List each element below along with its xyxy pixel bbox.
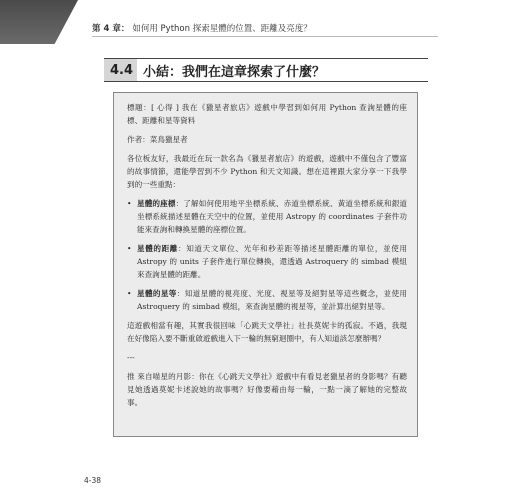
post-title: 標題：[ 心得 ] 我在《獵星者旅店》遊戲中學習到如何用 Python 查詢星體的座標、距離和星等資料 (127, 103, 407, 125)
post-separator: --- (127, 353, 135, 362)
corner-tab (0, 0, 78, 44)
list-item (127, 287, 407, 313)
running-header (92, 22, 312, 34)
reply-comment: 推 來自喵星的月影：你在《心跳天文學社》遊戲中有看見老獵星者的身影嗎？有聽見她透過莫妮卡述說她的故事嗎？好像要藉由每一輪，一點一滴了解她的完整故事。 (127, 372, 407, 407)
post-author: 作者：菜鳥獵星者 (127, 135, 188, 144)
forum-post-box (113, 92, 418, 437)
post-closing: 這遊戲相當有趣，其實我很回味「心跳天文學社」社長莫妮卡的孤寂。不過，我現在好像陷入要不斷重啟遊戲進入下一輪的無窮迴圈中，有人知道該怎麼辦嗎？ (127, 321, 407, 343)
post-intro: 各位板友好，我最近在玩一款名為《獵星者旅店》的遊戲，遊戲中不僅包含了豐富的故事情節，還能學習到不少 Python 和天文知識。想在這裡跟大家分享一下我學到的一些重點： (127, 154, 407, 189)
item-text: ：知道星體的視亮度、光度、視星等及絕對星等這些概念，並使用 Astroquery 的 simbad 模組，來查詢星體的視星等，並計算出絕對星等。 (137, 289, 408, 311)
item-term: 星體的星等 (137, 289, 177, 298)
section-number: 4.4 (104, 59, 137, 81)
bullet-icon: • (127, 199, 132, 208)
item-term: 星體的座標 (137, 199, 176, 208)
page-number: 4-38 (84, 476, 102, 485)
section-title: 小結：我們在這章探索了什麼？ (143, 64, 326, 80)
chapter-label: 第 4 章： (92, 24, 130, 34)
item-text: ：了解如何使用地平坐標系統、赤道坐標系統、黃道坐標系統和銀道坐標系統描述星體在天空中的位置，並使用 Astropy 的 coordinates 子套件功能來查詢和轉換星體的座標位置。 (137, 199, 408, 234)
list-item (127, 242, 407, 281)
bullet-icon: • (127, 244, 132, 253)
item-text: ：知道天文單位、光年和秒差距等描述星體距離的單位，並使用 Astropy 的 units 子套件進行單位轉換，還透過 Astroquery 的 simbad 模組來查詢星體的距離。 (137, 244, 408, 279)
list-item (127, 197, 407, 236)
header-rule (92, 36, 438, 37)
key-points-list (127, 197, 407, 313)
bullet-icon: • (127, 289, 132, 298)
section-heading (104, 58, 428, 82)
item-term: 星體的距離 (137, 244, 179, 253)
chapter-title: 如何用 Python 探索星體的位置、距離及亮度？ (132, 24, 312, 34)
